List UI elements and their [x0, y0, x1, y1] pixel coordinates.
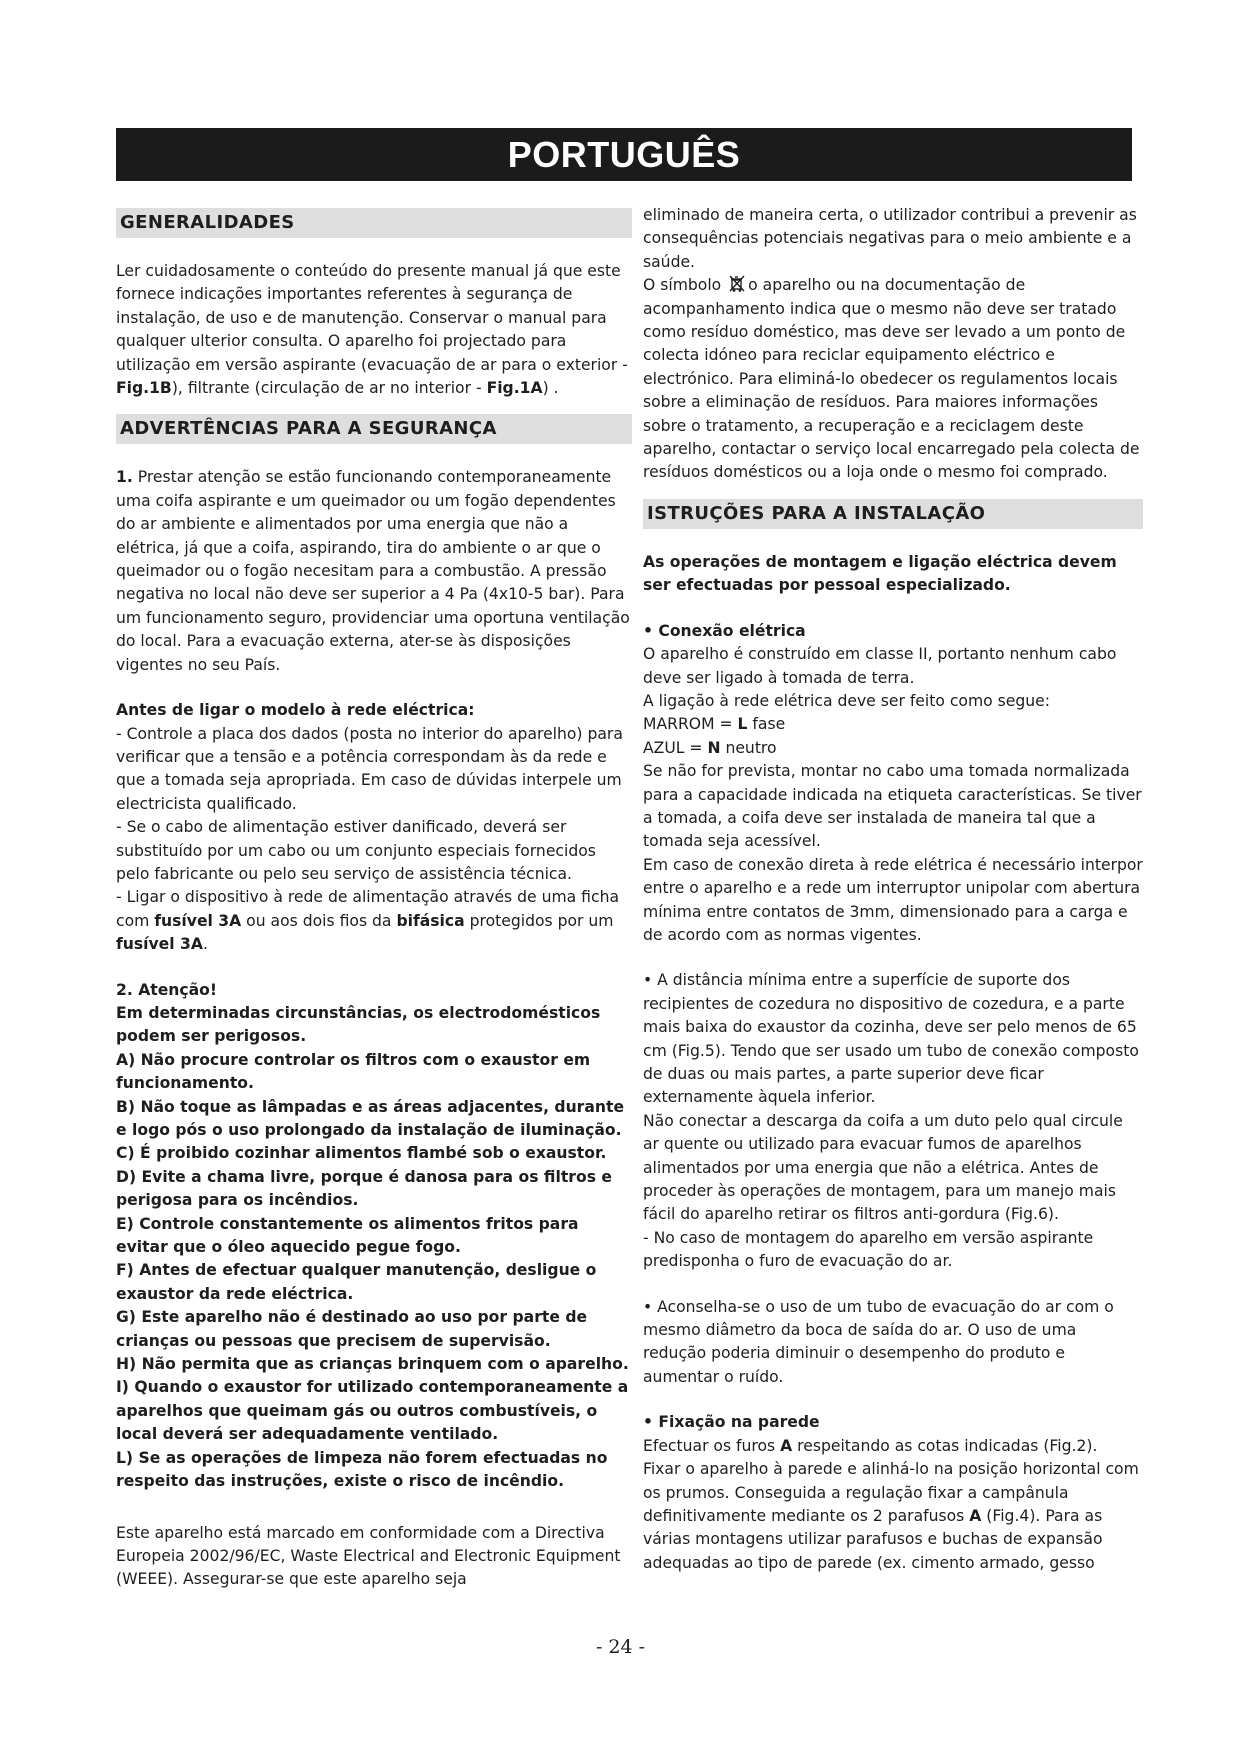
fixacao-heading: • Fixação na parede	[643, 1413, 820, 1432]
figure-ref: Fig.1B	[116, 379, 172, 398]
warning-h: H) Não permita que as crianças brinquem com o aparelho.	[116, 1355, 629, 1374]
warning-f: F) Antes de efectuar qualquer manutenção, desligue o exaustor da rede eléctrica.	[116, 1261, 597, 1303]
text-run: .	[202, 935, 208, 954]
text-run: Ler cuidadosamente o conteúdo do presente manual já que este fornece indicações importantes referentes à segurança de instalação, de uso e de manutenção. Conservar o manual para qualquer ulterior consulta. O aparelho foi projectado para utilização em versão aspirante (evacuação de ar para o exterior -	[116, 262, 628, 374]
antes-heading: Antes de ligar o modelo à rede eléctrica:	[116, 701, 475, 720]
text-run: fase	[747, 715, 786, 734]
text-run: Prestar atenção se estão funcionando contemporaneamente uma coifa aspirante e um queimador ou um fogão dependentes do ar ambiente e alimentados por uma energia que não a elétrica, já que a coifa, aspirando, tira do ambiente o ar que o queimador ou o fogão necesitam para a combustão. A pressão negativa no local não deve ser superior a 4 Pa (4x10-5 bar). Para um funcionamento seguro, providenciar uma oportuna ventilação do local. Para a evacuação externa, ater-se às disposições vigentes no seu País.	[116, 468, 630, 674]
fixacao-paragraph-1	[643, 1435, 1143, 1458]
conexao-paragraph-2: A ligação à rede elétrica deve ser feito como segue:	[643, 691, 1050, 710]
text-run: A	[780, 1436, 793, 1455]
text-run: A	[969, 1506, 982, 1525]
antes-paragraph-b: - Se o cabo de alimentação estiver danificado, deverá ser substituído por um cabo ou um conjunto especiais fornecidos pelo fabricante ou pelo seu serviço de assistência técnica.	[116, 818, 596, 883]
text-run: N	[707, 738, 721, 757]
generalidades-paragraph	[116, 260, 632, 400]
section-heading-instalacao: ISTRUÇÕES PARA A INSTALAÇÃO	[643, 499, 1143, 529]
section-heading-generalidades: GENERALIDADES	[116, 208, 632, 238]
text-run: Fixar o aparelho à parede e alinhá-lo na posição horizontal com os prumos. Conseguida a regulação fixar a campânula definitivamente mediante os 2 parafusos	[643, 1460, 1139, 1525]
section-heading-seguranca: ADVERTÊNCIAS PARA A SEGURANÇA	[116, 414, 632, 444]
text-run: bifásica	[396, 911, 465, 930]
language-banner	[116, 128, 1203, 181]
conexao-paragraph-4: Em caso de conexão direta à rede elétrica é necessário interpor entre o aparelho e a rede um interruptor unipolar com abertura mínima entre contatos de 3mm, dimensionado para a carga e de acordo com as normas vigentes.	[643, 855, 1143, 944]
descarga-paragraph: Não conectar a descarga da coifa a um duto pelo qual circule ar quente ou utilizado para evacuar fumos de aparelhos alimentados por uma energia que não a elétrica. Antes de proceder às operações de montagem, para um manejo mais fácil do aparelho retirar os filtros anti-gordura (Fig.6).	[643, 1111, 1123, 1224]
conexao-paragraph-1: O aparelho é construído em classe II, portanto nenhum cabo deve ser ligado à tomada de terra.	[643, 645, 1117, 687]
text-run: (Fig.4). Para as várias montagens utilizar parafusos e buchas de expansão adequadas ao tipo de parede (ex. cimento armado, gesso	[643, 1506, 1103, 1572]
antes-paragraph-c	[116, 886, 632, 956]
text-run: o aparelho ou na documentação de acompanhamento indica que o mesmo não deve ser tratado como resíduo doméstico, mas deve ser levado a um ponto de colecta idóneo para reciclar equipamento eléctrico e electrónico. Para eliminá-lo obedecer os regulamentos locais sobre a eliminação de resíduos. Para maiores informações sobre o tratamento, a recuperação e a reciclagem deste aparelho, contactar o serviço local encarregado pela colecta de resíduos domésticos ou a loja onde o mesmo foi comprado.	[643, 276, 1140, 482]
antes-paragraph-a: - Controle a placa dos dados (posta no interior do aparelho) para verificar que a tensão e a potência correspondam às da rede e que a tomada seja apropriada. Em caso de dúvidas interpele um electricista qualificado.	[116, 724, 623, 813]
figure-ref: Fig.1A	[486, 379, 543, 398]
text-run: protegidos por um	[464, 911, 614, 930]
wire-marrom	[643, 713, 1143, 736]
language-badge: P	[1160, 135, 1230, 173]
text-run: - Ligar o dispositivo à rede de alimentação através de uma ficha com	[116, 888, 620, 930]
language-title: PORTUGUÊS	[507, 134, 741, 175]
text-run: ) .	[542, 379, 559, 398]
text-run: respeitando as cotas indicadas (Fig.2).	[792, 1436, 1098, 1455]
text-run: Efectuar os furos	[643, 1436, 781, 1455]
text-run: L	[737, 715, 748, 734]
weee-paragraph: Este aparelho está marcado em conformidade com a Directiva Europeia 2002/96/EC, Waste Electrical and Electronic Equipment (WEEE). Assegurar-se que este aparelho seja	[116, 1523, 621, 1589]
text-run: MARROM =	[643, 715, 738, 734]
warning-d: D) Evite a chama livre, porque é danosa para os filtros e perigosa para os incêndios.	[116, 1167, 612, 1210]
distancia-paragraph: • A distância mínima entre a superfície de suporte dos recipientes de cozedura no dispositivo de cozedura, e a parte mais baixa do exaustor da cozinha, deve ser pelo menos de 65 cm (Fig.5). Tendo que ser usado um tubo de conexão composto de duas ou mais partes, a parte superior deve ficar externamente àquela inferior.	[643, 971, 1139, 1107]
atencao-heading: 2. Atenção!	[116, 980, 217, 999]
page-number: - 24 -	[595, 1636, 646, 1658]
text-run: AZUL =	[643, 738, 708, 757]
warning-g: G) Este aparelho não é destinado ao uso por parte de crianças ou pessoas que precisem de supervisão.	[116, 1308, 588, 1350]
warning-intro: Em determinadas circunstâncias, os electrodomésticos podem ser perigosos.	[116, 1003, 601, 1046]
item-number: 1.	[116, 468, 133, 487]
warning-c: C) É proibido cozinhar alimentos flambé sob o exaustor.	[116, 1144, 607, 1163]
warnings-block	[116, 979, 632, 1494]
warning-a: A) Não procure controlar os filtros com o exaustor em funcionamento.	[116, 1050, 591, 1093]
left-column	[116, 208, 632, 1592]
text-run: fusível 3A	[154, 911, 242, 930]
text-run: fusível 3A	[116, 935, 203, 954]
conexao-paragraph-3: Se não for prevista, montar no cabo uma tomada normalizada para a capacidade indicada na etiqueta características. Se tiver a tomada, a coifa deve ser instalada de maneira tal que a tomada seja acessível.	[643, 762, 1142, 851]
warning-l: L) Se as operações de limpeza não forem efectuadas no respeito das instruções, existe o risco de incêndio.	[116, 1448, 608, 1491]
text-run: O símbolo	[643, 276, 727, 295]
fixacao-paragraph-2	[643, 1458, 1143, 1575]
aspirante-paragraph: - No caso de montagem do aparelho em versão aspirante predisponha o furo de evacuação do ar.	[643, 1228, 1094, 1271]
tubo-paragraph: • Aconselha-se o uso de um tubo de evacuação do ar com o mesmo diâmetro da boca de saída do ar. O uso de uma redução poderia diminuir o desempenho do produto e aumentar o ruído.	[643, 1297, 1114, 1386]
instalacao-intro: As operações de montagem e ligação eléctrica devem ser efectuadas por pessoal especializado.	[643, 552, 1117, 595]
crossed-out-wheelie-bin-icon	[729, 275, 745, 293]
simbolo-paragraph	[643, 274, 1143, 485]
warning-i: I) Quando o exaustor for utilizado contemporaneamente a aparelhos que queimam gás ou outros combustíveis, o local deverá ser adequadamente ventilado.	[116, 1378, 629, 1444]
wire-azul	[643, 737, 1143, 760]
warning-b: B) Não toque as lâmpadas e as áreas adjacentes, durante e logo pós o uso prolongado da instalação de iluminação.	[116, 1097, 625, 1139]
conexao-heading: • Conexão elétrica	[643, 621, 806, 640]
text-run: neutro	[720, 738, 777, 757]
text-run: ou aos dois fios da	[241, 911, 397, 930]
safety-item-1	[116, 466, 632, 677]
warning-e: E) Controle constantemente os alimentos fritos para evitar que o óleo aquecido pegue fogo.	[116, 1214, 579, 1257]
weee-continuation: eliminado de maneira certa, o utilizador contribui a prevenir as consequências potenciais negativas para o meio ambiente e a saúde.	[643, 206, 1137, 271]
right-column	[643, 204, 1143, 1575]
text-run: ), filtrante (circulação de ar no interior -	[171, 379, 487, 398]
